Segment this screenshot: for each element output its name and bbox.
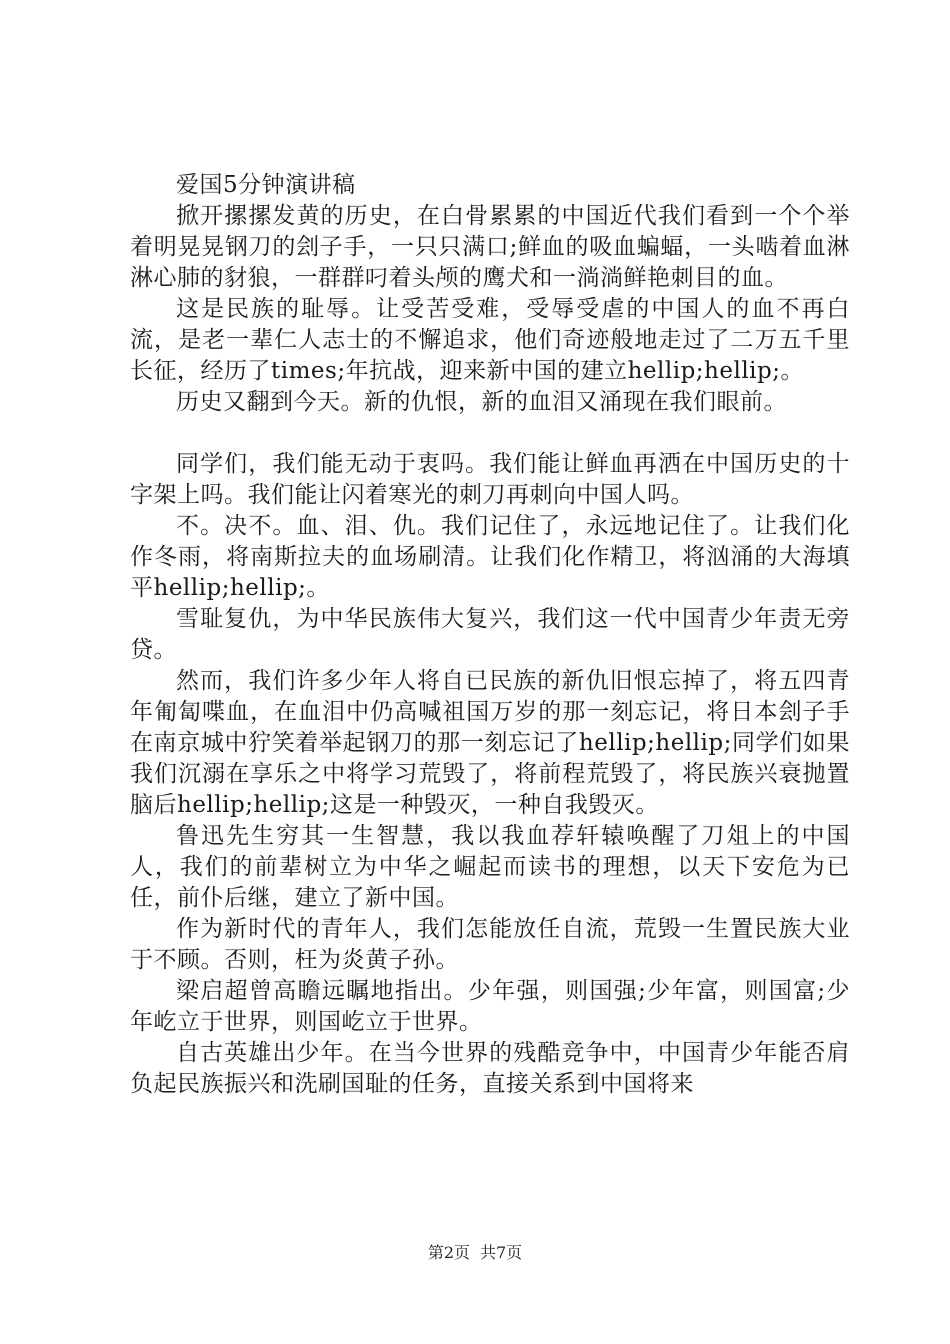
- paragraph: 这是民族的耻辱。让受苦受难，受辱受虐的中国人的血不再白流，是老一辈仁人志士的不懈追求，他们奇迹般地走过了二万五千里长征，经历了times;年抗战，迎来新中国的建立hellip;hellip;。: [130, 296, 850, 384]
- paragraph: 作为新时代的青年人，我们怎能放任自流，荒毁一生置民族大业于不顾。否则，枉为炎黄子孙。: [130, 916, 850, 973]
- paragraph: 掀开摞摞发黄的历史，在白骨累累的中国近代我们看到一个个举着明晃晃钢刀的刽子手，一只只满口;鲜血的吸血蝙蝠，一头啮着血淋淋心肺的豺狼，一群群叼着头颅的鹰犬和一淌淌鲜艳刺目的血。: [130, 203, 850, 291]
- paragraph: 不。决不。血、泪、仇。我们记住了，永远地记住了。让我们化作冬雨，将南斯拉夫的血场刷清。让我们化作精卫，将汹涌的大海填平hellip;hellip;。: [130, 513, 850, 601]
- paragraph: 鲁迅先生穷其一生智慧，我以我血荐轩辕唤醒了刀俎上的中国人，我们的前辈树立为中华之崛起而读书的理想，以天下安危为已任，前仆后继，建立了新中国。: [130, 823, 850, 911]
- paragraph: 历史又翻到今天。新的仇恨，新的血泪又涌现在我们眼前。: [176, 389, 787, 415]
- document-title: 爱国5分钟演讲稿: [176, 172, 356, 198]
- paragraph: 同学们，我们能无动于衷吗。我们能让鲜血再洒在中国历史的十字架上吗。我们能让闪着寒光的刺刀再刺向中国人吗。: [130, 451, 850, 508]
- page-total: 共7页: [480, 1243, 523, 1262]
- paragraph: 梁启超曾高瞻远瞩地指出。少年强，则国强;少年富，则国富;少年屹立于世界，则国屹立于世界。: [130, 978, 850, 1035]
- paragraph: 然而，我们许多少年人将自已民族的新仇旧恨忘掉了，将五四青年匍匐喋血，在血泪中仍高喊祖国万岁的那一刻忘记，将日本刽子手在南京城中狞笑着举起钢刀的那一刻忘记了hellip;hellip;同学们如果我们沉溺在享乐之中将学习荒毁了，将前程荒毁了，将民族兴衰抛置脑后hellip;hellip;这是一种毁灭，一种自我毁灭。: [130, 668, 850, 818]
- paragraph: 自古英雄出少年。在当今世界的残酷竞争中，中国青少年能否肩负起民族振兴和洗刷国耻的任务，直接关系到中国将来: [130, 1040, 850, 1097]
- page-number: 第2页: [427, 1243, 470, 1262]
- page-footer: [0, 1240, 950, 1263]
- paragraph: 雪耻复仇，为中华民族伟大复兴，我们这一代中国青少年责无旁贷。: [130, 606, 850, 663]
- document-body: [130, 170, 850, 1100]
